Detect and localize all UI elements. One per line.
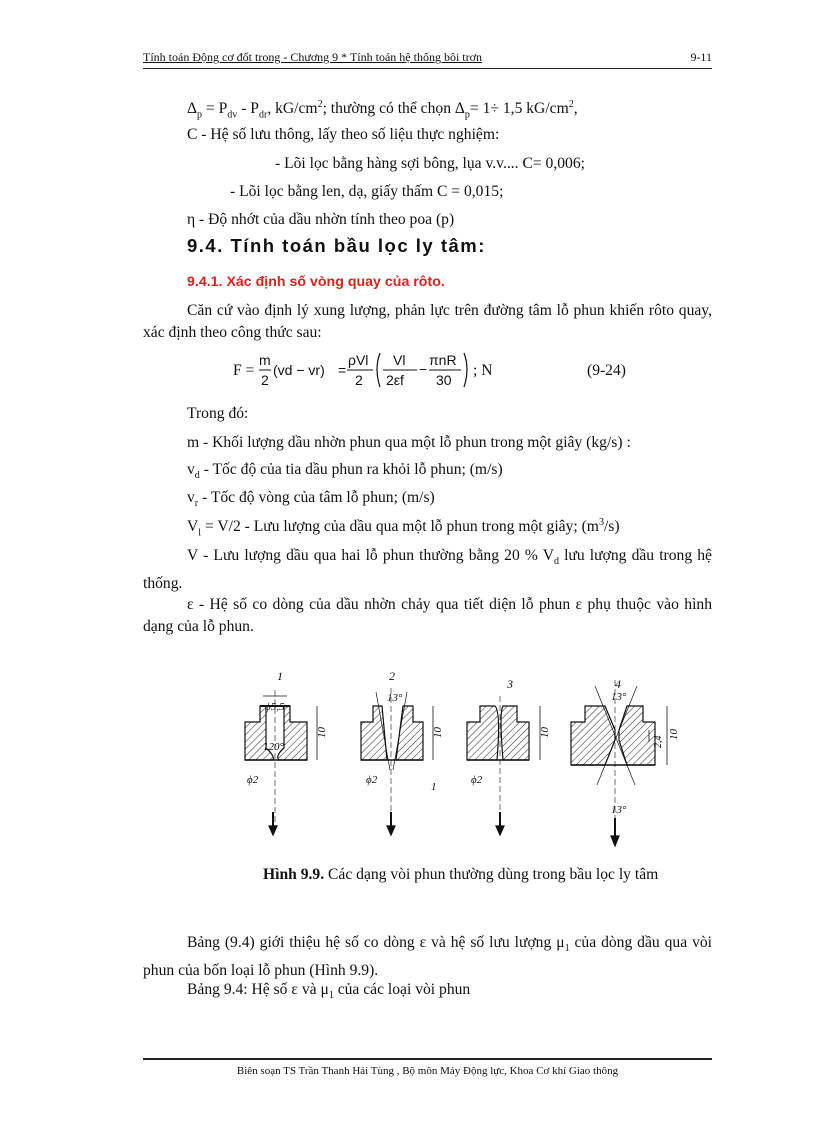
dim-24: 2,4: [653, 735, 664, 748]
dim-d55: ϕ5,5: [265, 701, 285, 713]
paragraph-table-intro: Bảng (9.4) giới thiệu hệ số co dòng ε và hệ số lưu lượng $\mu_1$ của dòng dầu qua vòi phun của bốn loại lỗ phun (Hình 9.9).: [143, 934, 712, 980]
dim-13-4b: 13°: [611, 804, 627, 816]
eq-number: (9-24): [587, 362, 626, 379]
subsection-title: 9.4.1. Xác định số vòng quay của rôto.: [187, 274, 445, 290]
equation-9-24: [233, 344, 653, 394]
eq-pi-num: πnR: [429, 352, 457, 368]
c1-line: - Lõi lọc bằng hàng sợi bông, lụa v.v.... C= 0,006;: [275, 155, 585, 172]
eta-line: η - Độ nhớt của dầu nhờn tính theo poa (p): [187, 211, 455, 228]
trong-do-line: Trong đó:: [187, 405, 249, 422]
eq-unit: ; N: [473, 362, 493, 379]
header-title: Tính toán Động cơ đốt trong - Chương 9 * Tính toán hệ thống bôi trơn: [143, 50, 482, 64]
eq-rho-den: 2: [355, 372, 363, 388]
c2-line: - Lõi lọc bằng len, dạ, giấy thấm C = 0,015;: [230, 183, 504, 200]
eq-eq: =: [338, 362, 347, 378]
nozzle-4: [571, 680, 667, 846]
section-title: 9.4. Tính toán bầu lọc ly tâm:: [187, 235, 486, 256]
c-intro-line: C - Hệ số lưu thông, lấy theo số liệu thực nghiệm:: [187, 126, 500, 143]
eq-rho-num: ρVl: [348, 352, 369, 368]
caption-label: Hình 9.9.: [263, 866, 325, 883]
eq-v-den: 2εf: [386, 372, 404, 388]
dim-120: 120°: [263, 741, 284, 753]
nozzle-label-4: 4: [615, 677, 621, 691]
dim-10-2: 10: [432, 727, 444, 738]
vl-line: $V_l = V/2$ - Lưu lượng của dầu qua một lỗ phun trong một giây; $(m^3/s)$: [187, 517, 620, 539]
paragraph-v: V - Lưu lượng dầu qua hai lỗ phun thường bằng 20 % $V_d$ lưu lượng dầu trong hệ thống.: [143, 547, 712, 593]
nozzle-label-3: 3: [507, 677, 513, 691]
table-title: Bảng 9.4: Hệ số ε và $\mu_1$ của các loại vòi phun: [187, 981, 471, 1002]
dim-13-4a: 13°: [611, 691, 627, 703]
eq-m-den: 2: [261, 372, 269, 388]
page-header: [143, 50, 712, 69]
dim-10-3: 10: [539, 727, 551, 738]
vd-line: $v_d$ - Tốc độ của tia dầu phun ra khỏi lỗ phun; (m/s): [187, 461, 503, 482]
eq-m-num: m: [259, 352, 271, 368]
dim-d2-1: ϕ2: [247, 774, 259, 786]
eq-v-num: Vl: [393, 352, 406, 368]
nozzle-drawings: [235, 660, 705, 860]
dim-1-2: 1: [431, 781, 437, 793]
m-line: m - Khối lượng dầu nhờn phun qua một lỗ phun trong một giây (kg/s) :: [187, 434, 631, 451]
nozzle-2: [361, 688, 433, 835]
nozzle-label-1: 1: [277, 669, 283, 683]
eq-lhs: F =: [233, 362, 255, 379]
dim-10-1: 10: [316, 727, 328, 738]
page-number: 9-11: [690, 50, 712, 64]
dim-10-4: 10: [668, 729, 680, 740]
dim-13-2: 13°: [387, 692, 403, 704]
delta-line: $\Delta_p = P_{dv} - P_{dr}$, $kG/cm^2$; thường có thể chọn $\Delta_p= 1\div 1,5$ $kG/cm^2$,: [187, 99, 578, 121]
equation-svg: [233, 344, 653, 394]
nozzle-label-2: 2: [389, 669, 395, 683]
figure-caption: [263, 866, 658, 884]
paragraph-epsilon: ε - Hệ số co dòng của dầu nhờn chảy qua tiết diện lỗ phun ε phụ thuộc vào hình dạng của lỗ phun.: [143, 596, 712, 635]
page-footer: Biên soạn TS Trần Thanh Hải Tùng , Bộ môn Máy Động lực, Khoa Cơ khí Giao thông: [143, 1058, 712, 1077]
figure-9-9: [235, 660, 705, 860]
dim-d2-2: ϕ2: [366, 774, 378, 786]
vr-line: $v_r$ - Tốc độ vòng của tâm lỗ phun; (m/s): [187, 489, 435, 510]
eq-paren: (vd − vr): [273, 362, 325, 378]
eq-pi-den: 30: [436, 372, 452, 388]
nozzle-3: [467, 696, 540, 835]
dim-d2-3: ϕ2: [471, 774, 483, 786]
caption-text: Các dạng vòi phun thường dùng trong bầu lọc ly tâm: [324, 866, 659, 883]
paragraph-intro: Căn cứ vào định lý xung lượng, phản lực trên đường tâm lỗ phun khiến rôto quay, xác định theo công thức sau:: [143, 302, 712, 341]
svg-text:−: −: [419, 361, 428, 377]
